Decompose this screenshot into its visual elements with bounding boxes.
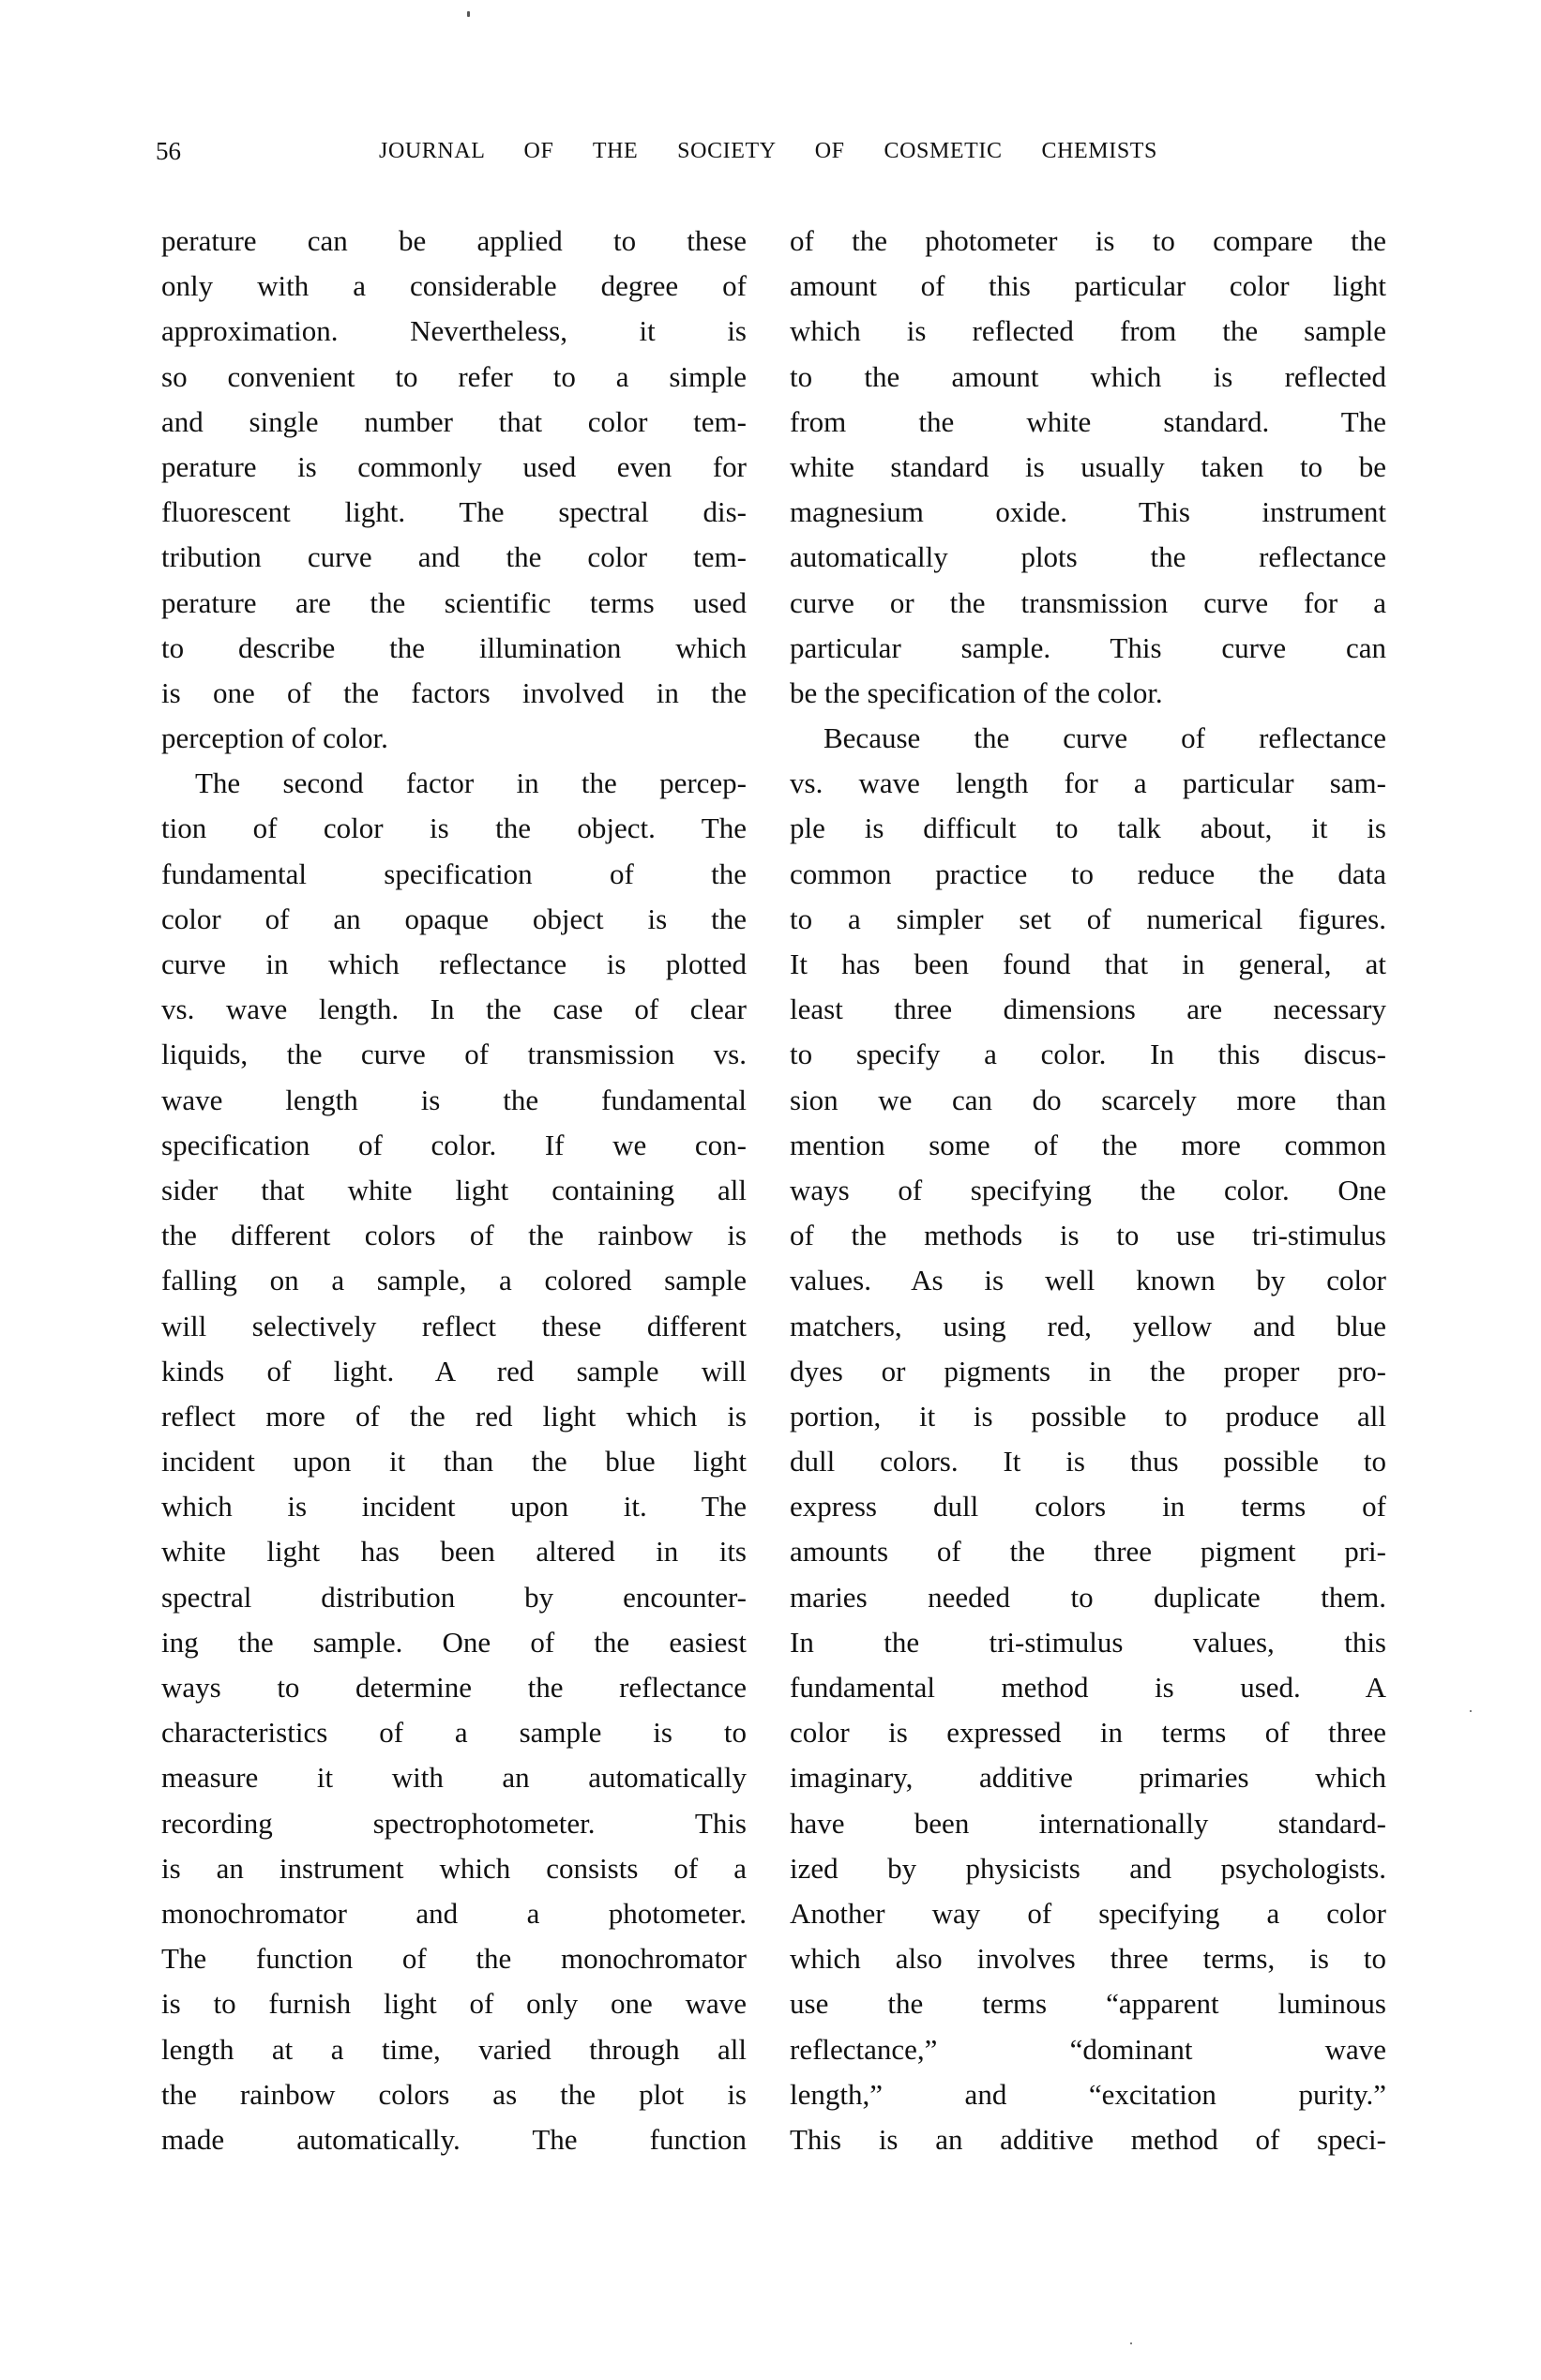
text-line: and single number that color tem- <box>161 404 747 438</box>
text-line: specification of color. If we con- <box>161 1128 747 1161</box>
left-column <box>161 219 747 2162</box>
text-line: sider that white light containing all <box>161 1173 747 1206</box>
journal-title: JOURNAL OF THE SOCIETY OF COSMETIC CHEMISTS <box>379 139 1157 163</box>
text-line: vs. wave length. In the case of clear <box>161 993 747 1026</box>
text-line: white standard is usually taken to be <box>790 449 1386 483</box>
text-line: common practice to reduce the data <box>790 856 1386 890</box>
text-line: dyes or pigments in the proper pro- <box>790 1354 1386 1387</box>
text-line: monochromator and a photometer. <box>161 1896 747 1930</box>
scan-speck <box>1470 1710 1472 1712</box>
page-number: 56 <box>156 137 181 165</box>
text-line: characteristics of a sample is to <box>161 1716 747 1750</box>
text-line: of the methods is to use tri-stimulus <box>790 1219 1386 1252</box>
paragraph-start-line: Because the curve of reflectance <box>823 721 1386 755</box>
text-line: ways of specifying the color. One <box>790 1173 1386 1206</box>
text-line: sion we can do scarcely more than <box>790 1083 1386 1116</box>
text-line: In the tri-stimulus values, this <box>790 1625 1386 1659</box>
text-line: tion of color is the object. The <box>161 811 747 845</box>
text-line: imaginary, additive primaries which <box>790 1761 1386 1795</box>
text-line: which is reflected from the sample <box>790 314 1386 348</box>
text-line: to a simpler set of numerical figures. <box>790 902 1386 935</box>
text-line: which also involves three terms, is to <box>790 1942 1386 1976</box>
text-line: matchers, using red, yellow and blue <box>790 1309 1386 1342</box>
text-line: spectral distribution by encounter- <box>161 1580 747 1614</box>
text-line: curve or the transmission curve for a <box>790 585 1386 619</box>
text-line: amount of this particular color light <box>790 269 1386 303</box>
text-line: wave length is the fundamental <box>161 1083 747 1116</box>
text-line: Another way of specifying a color <box>790 1896 1386 1930</box>
text-line: incident upon it than the blue light <box>161 1445 747 1478</box>
text-line: ized by physicists and psychologists. <box>790 1851 1386 1885</box>
text-line: made automatically. The function <box>161 2122 747 2156</box>
text-line: fundamental specification of the <box>161 856 747 890</box>
text-line: recording spectrophotometer. This <box>161 1806 747 1840</box>
text-line: the rainbow colors as the plot is <box>161 2077 747 2111</box>
text-line: to describe the illumination which <box>161 630 747 664</box>
text-line: curve in which reflectance is plotted <box>161 947 747 980</box>
text-line: have been internationally standard- <box>790 1806 1386 1840</box>
text-line: is one of the factors involved in the <box>161 675 747 709</box>
text-line: particular sample. This curve can <box>790 630 1386 664</box>
text-line: The function of the monochromator <box>161 1942 747 1976</box>
text-line: reflect more of the red light which is <box>161 1399 747 1433</box>
text-line: dull colors. It is thus possible to <box>790 1445 1386 1478</box>
text-line: color of an opaque object is the <box>161 902 747 935</box>
text-line: vs. wave length for a particular sam- <box>790 766 1386 800</box>
text-line: least three dimensions are necessary <box>790 993 1386 1026</box>
text-line: to the amount which is reflected <box>790 359 1386 393</box>
text-line: approximation. Nevertheless, it is <box>161 314 747 348</box>
text-line: It has been found that in general, at <box>790 947 1386 980</box>
text-line: portion, it is possible to produce all <box>790 1399 1386 1433</box>
text-line: falling on a sample, a colored sample <box>161 1264 747 1297</box>
paragraph-end-line: be the specification of the color. <box>790 675 1163 709</box>
text-line: perature can be applied to these <box>161 224 747 257</box>
text-line: is to furnish light of only one wave <box>161 1987 747 2021</box>
paragraph-start-line: The second factor in the percep- <box>195 766 747 800</box>
text-line: length at a time, varied through all <box>161 2032 747 2066</box>
text-line: This is an additive method of speci- <box>790 2122 1386 2156</box>
text-line: perature is commonly used even for <box>161 449 747 483</box>
text-line: use the terms “apparent luminous <box>790 1987 1386 2021</box>
text-line: fluorescent light. The spectral dis- <box>161 495 747 529</box>
text-line: express dull colors in terms of <box>790 1490 1386 1524</box>
text-line: amounts of the three pigment pri- <box>790 1535 1386 1569</box>
scan-speck <box>467 11 470 17</box>
text-line: ing the sample. One of the easiest <box>161 1625 747 1659</box>
text-line: to specify a color. In this discus- <box>790 1038 1386 1071</box>
text-line: color is expressed in terms of three <box>790 1716 1386 1750</box>
text-line: ways to determine the reflectance <box>161 1671 747 1704</box>
text-line: measure it with an automatically <box>161 1761 747 1795</box>
text-line: liquids, the curve of transmission vs. <box>161 1038 747 1071</box>
text-line: tribution curve and the color tem- <box>161 540 747 574</box>
text-line: which is incident upon it. The <box>161 1490 747 1524</box>
text-line: white light has been altered in its <box>161 1535 747 1569</box>
text-line: magnesium oxide. This instrument <box>790 495 1386 529</box>
text-line: fundamental method is used. A <box>790 1671 1386 1704</box>
text-line: mention some of the more common <box>790 1128 1386 1161</box>
running-head <box>156 137 1159 165</box>
text-line: is an instrument which consists of a <box>161 1851 747 1885</box>
scan-speck <box>1130 2342 1132 2344</box>
text-line: reflectance,” “dominant wave <box>790 2032 1386 2066</box>
text-line: automatically plots the reflectance <box>790 540 1386 574</box>
text-line: only with a considerable degree of <box>161 269 747 303</box>
text-line: perature are the scientific terms used <box>161 585 747 619</box>
text-line: from the white standard. The <box>790 404 1386 438</box>
text-line: values. As is well known by color <box>790 1264 1386 1297</box>
text-line: maries needed to duplicate them. <box>790 1580 1386 1614</box>
right-column <box>790 219 1386 2162</box>
text-line: of the photometer is to compare the <box>790 224 1386 257</box>
text-line: the different colors of the rainbow is <box>161 1219 747 1252</box>
text-line: kinds of light. A red sample will <box>161 1354 747 1387</box>
text-line: will selectively reflect these different <box>161 1309 747 1342</box>
paragraph-end-line: perception of color. <box>161 721 388 755</box>
text-line: so convenient to refer to a simple <box>161 359 747 393</box>
text-line: length,” and “excitation purity.” <box>790 2077 1386 2111</box>
text-line: ple is difficult to talk about, it is <box>790 811 1386 845</box>
